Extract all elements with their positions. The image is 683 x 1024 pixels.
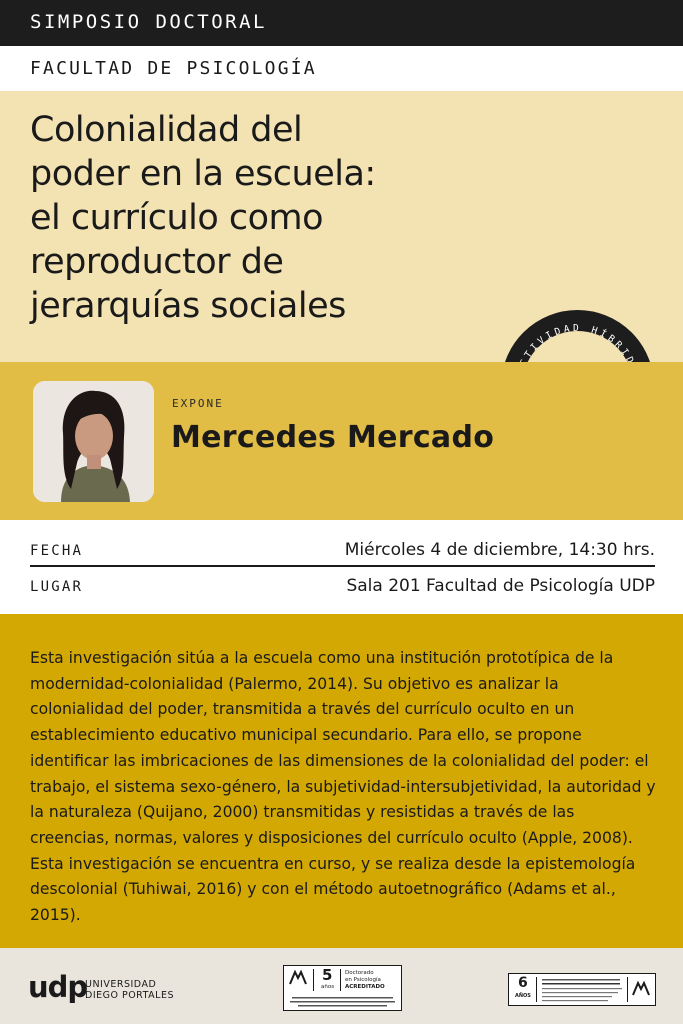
abstract-text: Esta investigación sitúa a la escuela como una institución prototípica de la modernidad-colonialidad (Palermo, 2014). Su objetivo es analizar la colonialidad del poder, transmitida a través del currículo oculto en un establecimiento educativo municipal secundario. Para ello, se propone identificar las imbricaciones de las dimensiones de la colonialidad del poder: el trabajo, el sistema sexo-género, la subjetividad-intersubjetividad, la autoridad y la naturaleza (Quijano, 2000) transmitidas y resistidas a través de las creencias, normas, valores y disposiciones del currículo oculto (Apple, 2008). Esta investigación se encuentra en curso, y se realiza desde la epistemología descolonial (Tuhiwai, 2016) y con el método autoetnográfico (Adams et al., 2015). — [30, 649, 656, 925]
udp-name-line-1: UNIVERSIDAD — [85, 979, 157, 990]
udp-name-line-2: DIEGO PORTALES — [85, 990, 174, 1001]
seal-years-label: años — [321, 984, 335, 990]
institutional-accreditation-seal — [508, 973, 656, 1006]
doctorate-accreditation-seal — [283, 965, 402, 1011]
event-details — [0, 520, 683, 614]
speaker-section — [0, 362, 683, 520]
seal-program — [345, 970, 385, 991]
place-value: Sala 201 Facultad de Psicología UDP — [346, 576, 655, 596]
seal-years: 5 — [322, 966, 333, 984]
title-line: poder en la escuela: — [30, 154, 376, 194]
date-row — [30, 532, 655, 568]
hybrid-activity-badge — [500, 309, 655, 362]
title-block — [0, 91, 683, 362]
title-line: Colonialidad del — [30, 110, 303, 150]
speaker-portrait-icon — [33, 381, 154, 502]
seal2-years: 6 — [518, 975, 528, 991]
abstract-section — [0, 614, 683, 948]
seal-program-line-2: en Psicología — [345, 977, 381, 983]
event-label: SIMPOSIO DOCTORAL — [30, 11, 267, 33]
title-line: jerarquías sociales — [30, 286, 346, 326]
speaker-role-label: EXPONE — [172, 397, 224, 410]
udp-logo-text — [85, 979, 174, 1001]
event-header-bar — [0, 0, 683, 46]
speaker-photo — [33, 381, 154, 502]
speaker-name: Mercedes Mercado — [171, 420, 495, 455]
date-label: FECHA — [30, 543, 84, 559]
faculty-label: FACULTAD DE PSICOLOGÍA — [30, 58, 317, 79]
badge-text: TIVIDAD HÍBRI — [522, 323, 633, 361]
accreditation-logo-icon — [631, 979, 651, 999]
talk-title — [30, 108, 500, 328]
seal2-years-label: AÑOS — [515, 993, 531, 999]
seal-program-line-3: ACREDITADO — [345, 984, 385, 990]
footer — [0, 948, 683, 1024]
place-label: LUGAR — [30, 579, 84, 595]
details-divider — [30, 565, 655, 567]
seal2-fine-print-icon — [540, 978, 624, 1002]
udp-logo-mark: udp — [28, 970, 88, 1004]
date-value: Miércoles 4 de diciembre, 14:30 hrs. — [344, 540, 655, 560]
title-line: el currículo como — [30, 198, 324, 238]
faculty-bar — [0, 46, 683, 91]
seal-fine-print-icon — [288, 996, 397, 1008]
accreditation-logo-icon — [287, 969, 309, 987]
title-line: reproductor de — [30, 242, 284, 282]
place-row — [30, 568, 655, 604]
seal-program-line-1: Doctorado — [345, 970, 374, 976]
